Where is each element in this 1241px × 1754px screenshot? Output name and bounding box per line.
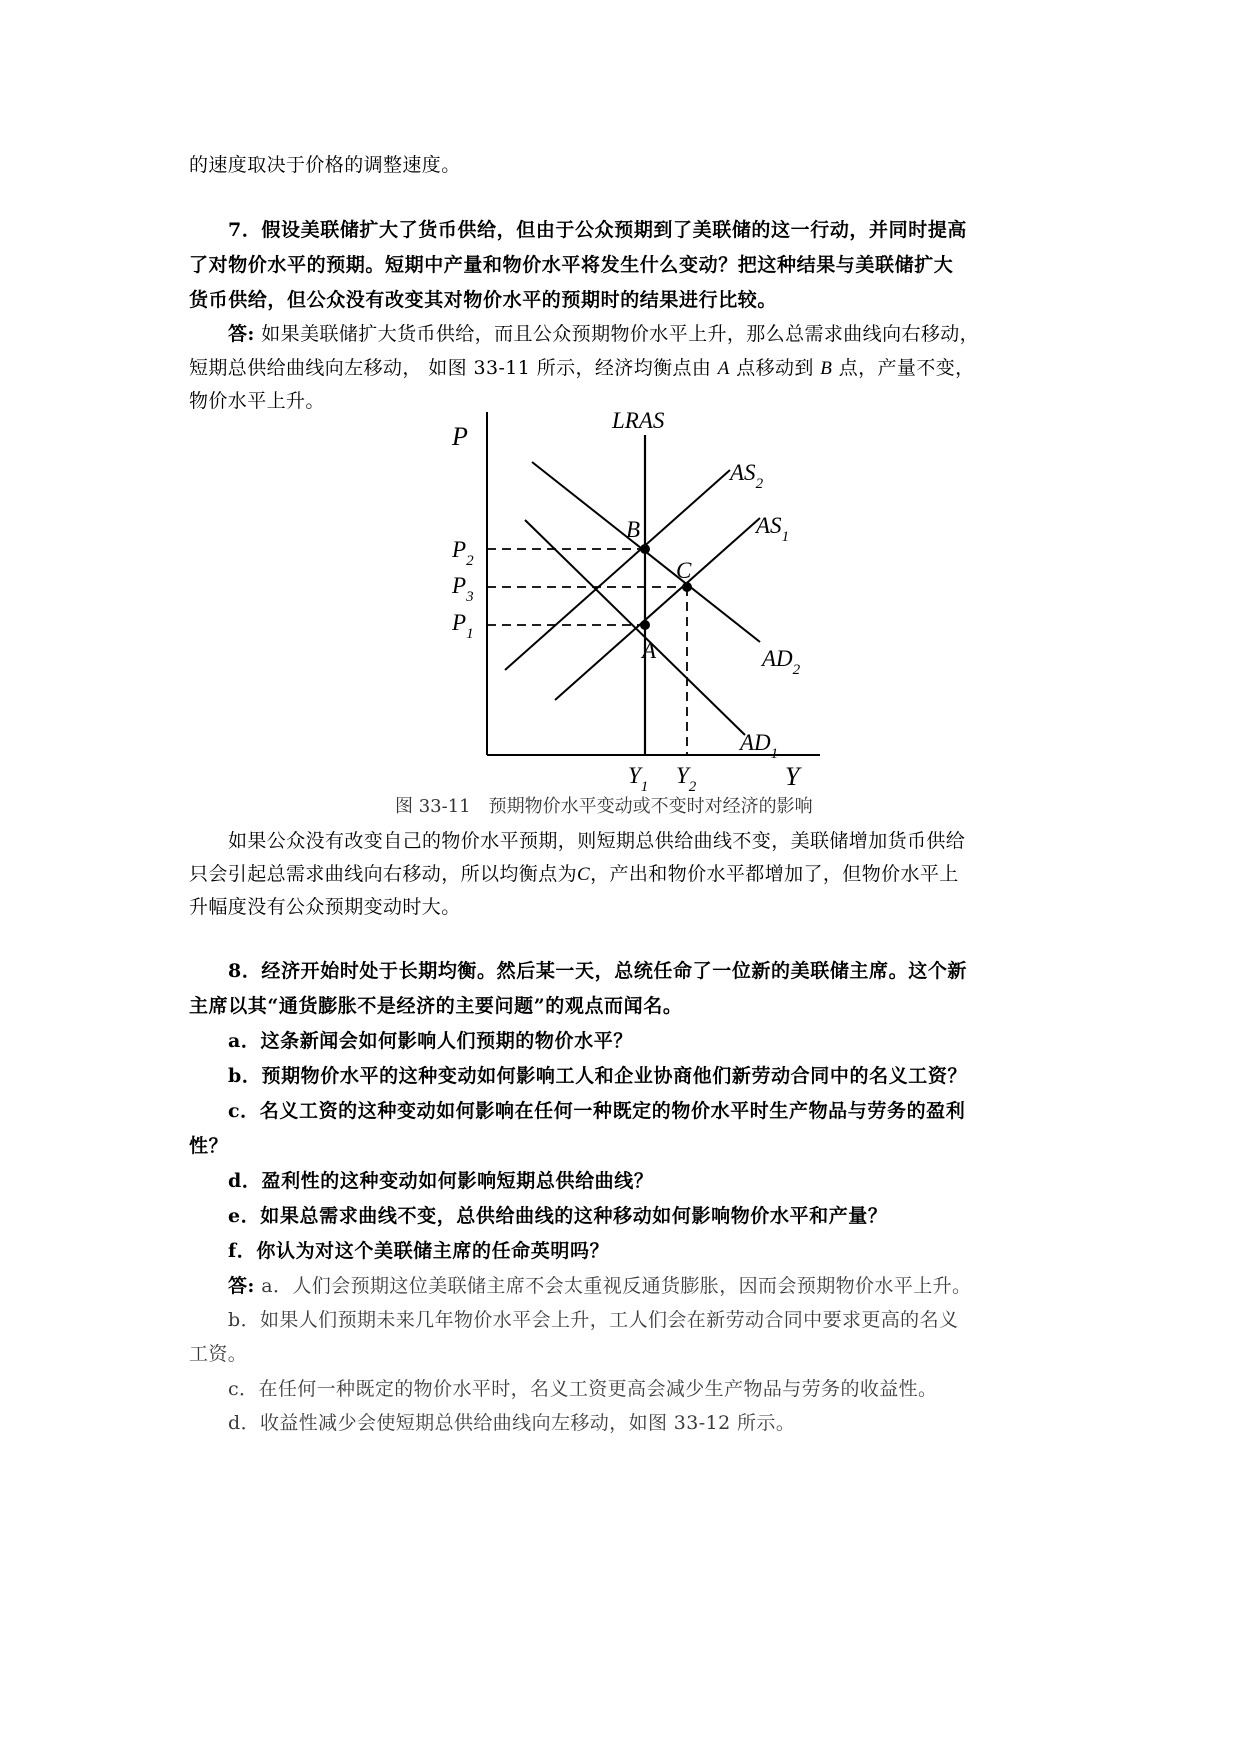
question-8-item: e．如果总需求曲线不变，总供给曲线的这种移动如何影响物价水平和产量？ — [228, 1205, 888, 1227]
answer-label: 答: — [228, 1275, 255, 1297]
answer-8-line: b．如果人们预期未来几年物价水平会上升，工人们会在新劳动合同中要求更高的名义 — [228, 1309, 959, 1331]
question-8-item: 性？ — [189, 1135, 229, 1157]
question-8-item: a．这条新闻会如何影响人们预期的物价水平？ — [228, 1030, 633, 1052]
lras-label: LRAS — [612, 408, 665, 433]
point-b-ref: B — [820, 358, 833, 379]
question-8-item: b．预期物价水平的这种变动如何影响工人和企业协商他们新劳动合同中的名义工资？ — [228, 1065, 968, 1087]
p2-label: $P_2$ — [452, 537, 474, 569]
point-c-ref: C — [577, 864, 591, 885]
paragraph-line: 如果公众没有改变自己的物价水平预期，则短期总供给曲线不变，美联储增加货币供给 — [228, 830, 966, 852]
answer-7-line — [189, 355, 975, 382]
figure-caption: 图 33-11 预期物价水平变动或不变时对经济的影响 — [395, 796, 813, 817]
point-a — [640, 620, 650, 630]
answer-text: 点移动到 — [729, 357, 821, 379]
as1-curve — [555, 518, 760, 700]
question-8-line: 8．经济开始时处于长期均衡。然后某一天，总统任命了一位新的美联储主席。这个新 — [228, 960, 968, 982]
question-7-line: 货币供给，但公众没有改变其对物价水平的预期时的结果进行比较。 — [189, 289, 778, 311]
point-b-label: B — [626, 517, 641, 542]
paragraph-line — [189, 861, 959, 888]
answer-text: 如果美联储扩大货币供给，而且公众预期物价水平上升，那么总需求曲线向右移动， — [254, 323, 980, 345]
point-c-label: C — [676, 558, 692, 583]
question-8-line: 主席以其“通货膨胀不是经济的主要问题”的观点而闻名。 — [189, 995, 683, 1017]
point-b — [640, 544, 650, 554]
answer-8-line: d．收益性减少会使短期总供给曲线向左移动，如图 33-12 所示。 — [228, 1412, 796, 1434]
as2-curve — [505, 470, 730, 670]
answer-text: 短期总供给曲线向左移动， 如图 33-11 所示，经济均衡点由 — [189, 357, 718, 379]
point-a-label: A — [642, 638, 657, 663]
price-axis-label: P — [452, 422, 468, 451]
answer-7-line — [228, 321, 979, 347]
ad2-label: $AD_2$ — [762, 646, 801, 678]
ad-as-figure — [440, 400, 860, 795]
answer-text: a．人们会预期这位美联储主席不会太重视反通货膨胀，因而会预期物价水平上升。 — [254, 1275, 972, 1297]
y2-label: $Y_2$ — [676, 763, 697, 795]
output-axis-label: Y — [785, 762, 800, 791]
ad1-label: $AD_1$ — [740, 730, 779, 762]
question-8-item: d．盈利性的这种变动如何影响短期总供给曲线？ — [228, 1170, 654, 1192]
as1-label: $AS_1$ — [756, 513, 790, 545]
question-8-item: c．名义工资的这种变动如何影响在任何一种既定的物价水平时生产物品与劳务的盈利 — [228, 1100, 966, 1122]
paragraph-text: ，产出和物价水平都增加了，但物价水平上 — [590, 863, 959, 885]
paragraph-text: 只会引起总需求曲线向右移动，所以均衡点为 — [189, 863, 578, 885]
paragraph-line: 升幅度没有公众预期变动时大。 — [189, 896, 461, 918]
answer-8-line: c．在任何一种既定的物价水平时，名义工资更高会减少生产物品与劳务的收益性。 — [228, 1378, 938, 1400]
question-7-line: 了对物价水平的预期。短期中产量和物价水平将发生什么变动？把这种结果与美联储扩大 — [189, 254, 954, 276]
as2-label: $AS_2$ — [730, 460, 764, 492]
answer-8-line — [228, 1273, 971, 1299]
point-c — [682, 582, 692, 592]
y1-label: $Y_1$ — [628, 763, 649, 795]
question-7-line: 7．假设美联储扩大了货币供给，但由于公众预期到了美联储的这一行动，并同时提高 — [228, 219, 968, 241]
text-line: 的速度取决于价格的调整速度。 — [189, 154, 461, 176]
ad1-curve — [525, 520, 745, 735]
answer-8-line: 工资。 — [189, 1343, 248, 1365]
p3-label: $P_3$ — [452, 573, 474, 605]
answer-7-line: 物价水平上升。 — [189, 390, 325, 412]
answer-label: 答: — [228, 323, 255, 345]
point-a-ref: A — [717, 358, 730, 379]
p1-label: $P_1$ — [452, 610, 474, 642]
question-8-item: f．你认为对这个美联储主席的任命英明吗？ — [228, 1240, 610, 1262]
answer-text: 点，产量不变， — [832, 357, 975, 379]
